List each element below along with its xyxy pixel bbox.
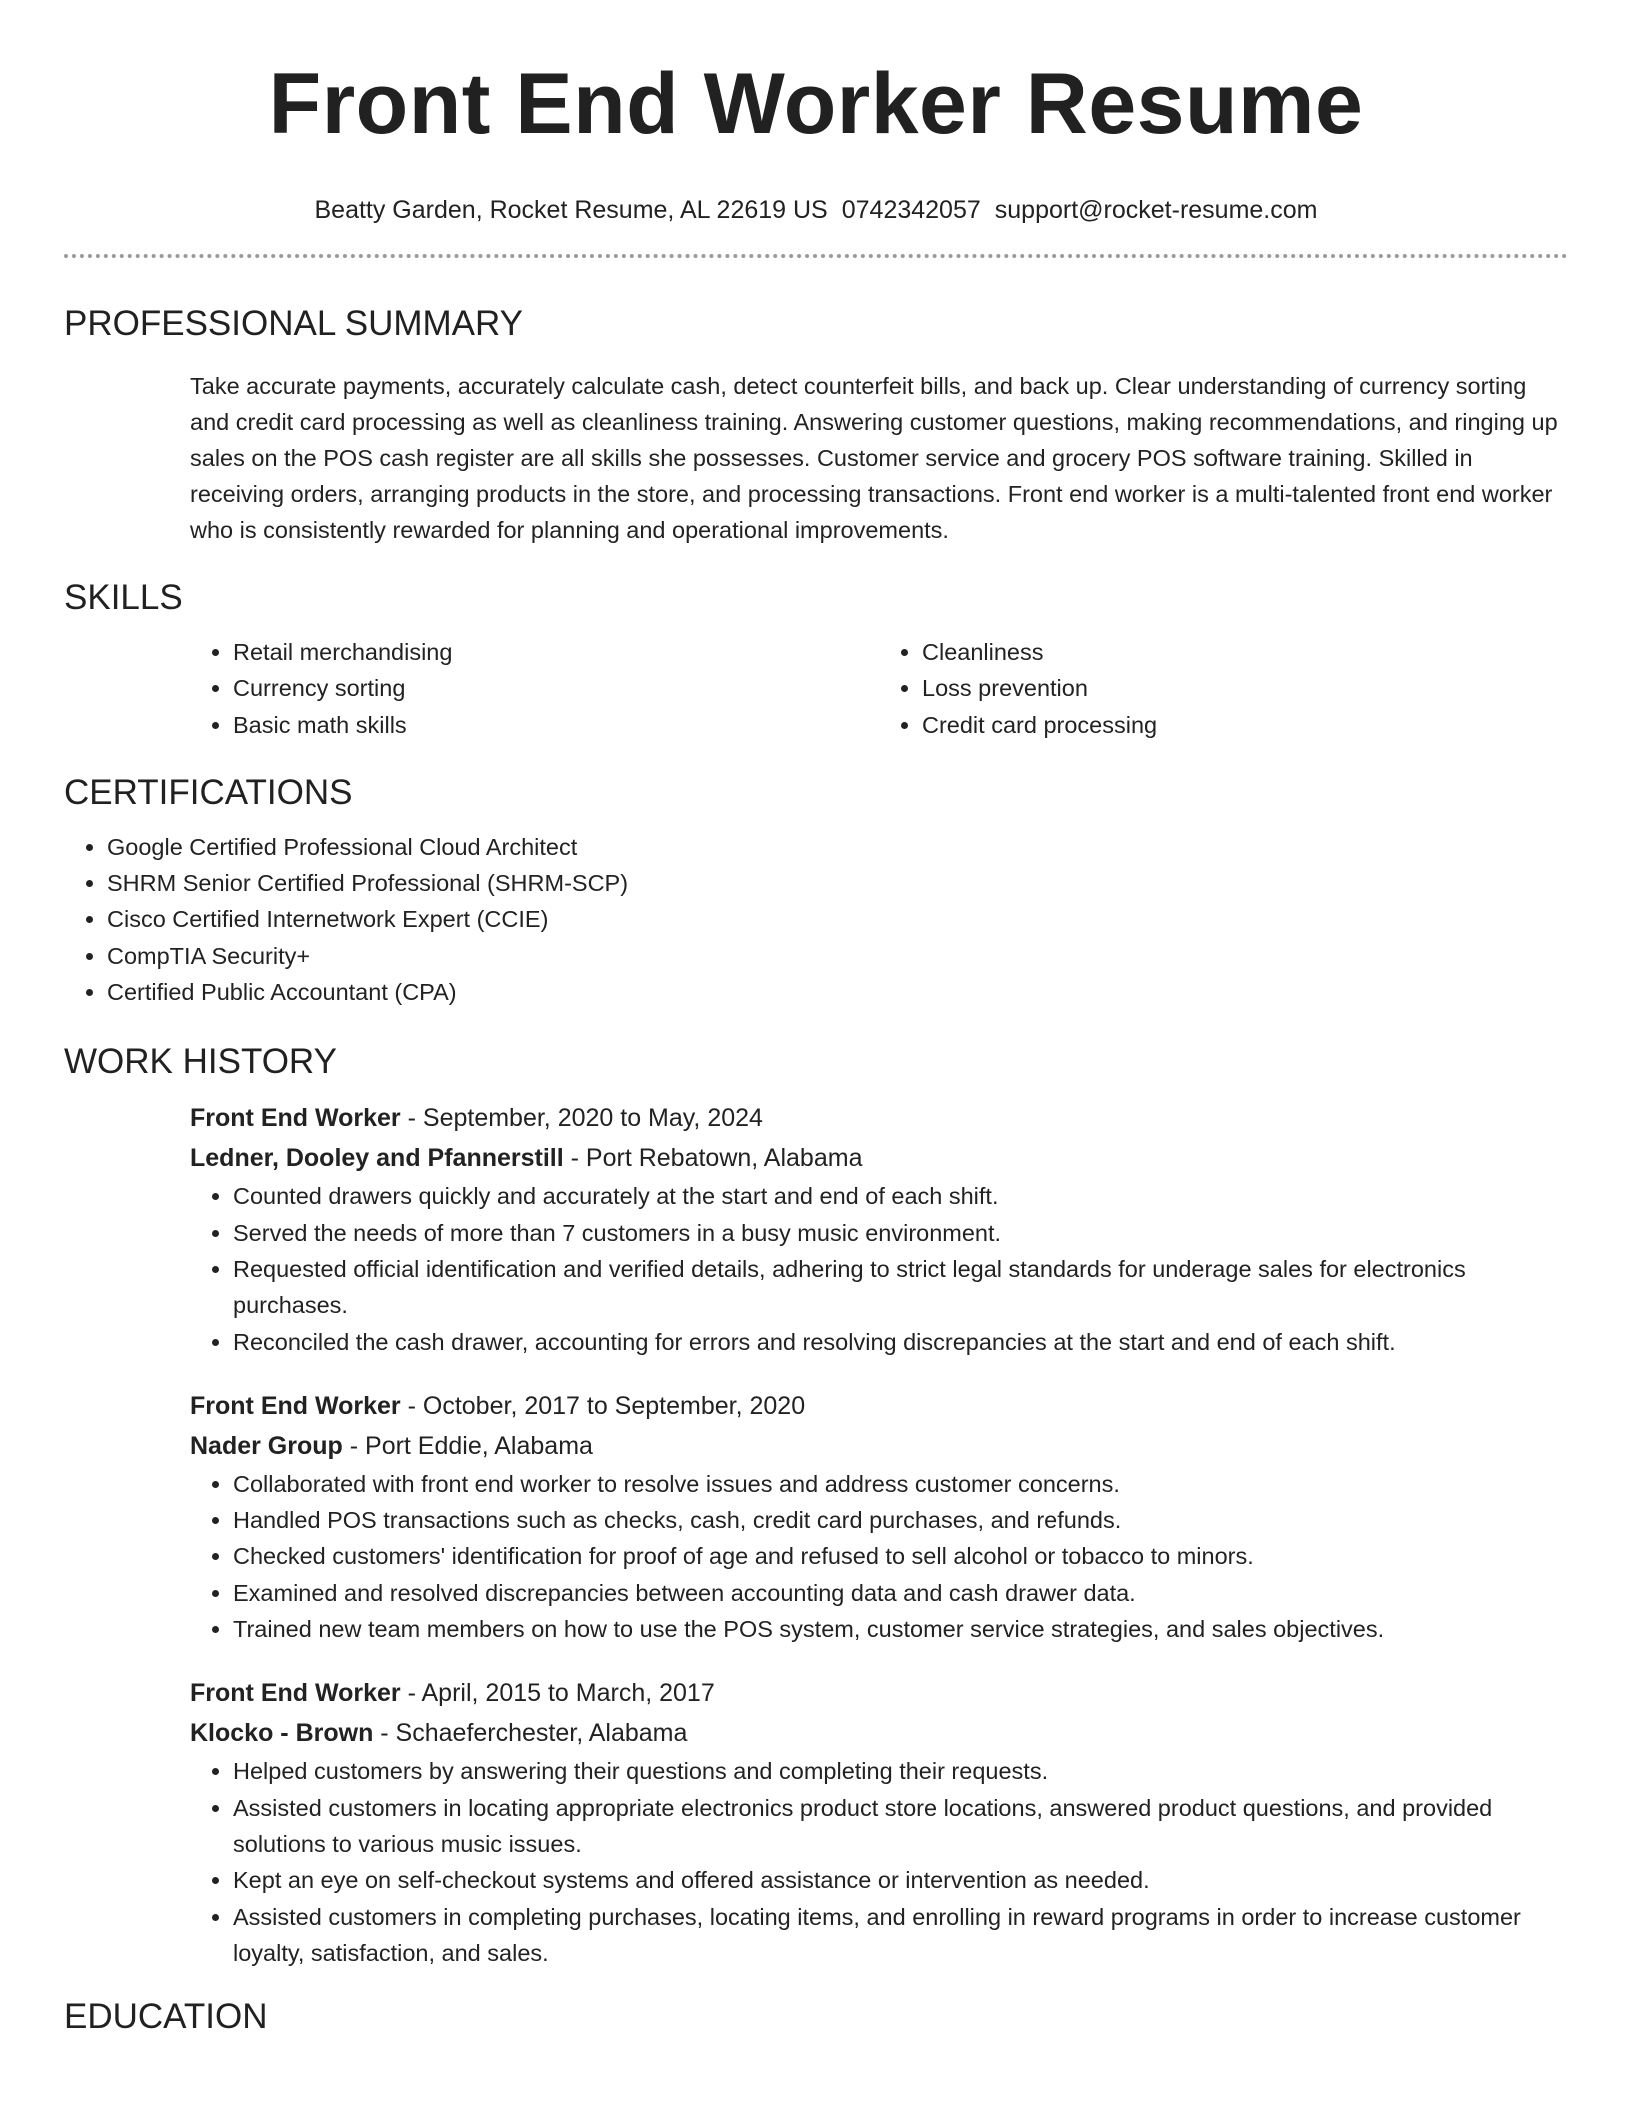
summary-heading: PROFESSIONAL SUMMARY <box>64 304 523 343</box>
work-history-heading: WORK HISTORY <box>64 1042 337 1082</box>
job-title-line <box>190 1098 1568 1138</box>
job-bullets <box>190 1178 1568 1359</box>
skill-item: • Basic math skills <box>233 707 879 743</box>
job-bullet: • Counted drawers quickly and accurately at the start and end of each shift. <box>233 1178 1568 1214</box>
job-bullet: • Examined and resolved discrepancies between accounting data and cash drawer data. <box>233 1575 1568 1611</box>
job-bullet: • Assisted customers in locating appropriate electronics product store locations, answered product questions, and provided solutions to various music issues. <box>233 1790 1568 1863</box>
job-bullet: • Helped customers by answering their questions and completing their requests. <box>233 1753 1568 1789</box>
resume-page <box>64 0 1568 2039</box>
contact-line <box>64 194 1568 226</box>
contact-address: Beatty Garden, Rocket Resume, AL 22619 US <box>314 196 828 224</box>
job-entry <box>190 1673 1568 1971</box>
job-company-line <box>190 1138 1568 1178</box>
skill-item: • Credit card processing <box>922 707 1568 743</box>
certifications-heading: CERTIFICATIONS <box>64 772 353 812</box>
job-bullet: • Handled POS transactions such as checks, cash, credit card purchases, and refunds. <box>233 1502 1568 1538</box>
job-company: Nader Group <box>190 1431 343 1460</box>
job-bullet: • Assisted customers in completing purchases, locating items, and enrolling in reward programs in order to increase customer loyalty, satisfaction, and sales. <box>233 1899 1568 1972</box>
skill-item: • Cleanliness <box>922 634 1568 670</box>
job-bullets <box>190 1466 1568 1647</box>
job-title: Front End Worker <box>190 1391 401 1420</box>
certification-item: • Certified Public Accountant (CPA) <box>107 974 1568 1010</box>
job-bullet: • Kept an eye on self-checkout systems and offered assistance or intervention as needed. <box>233 1862 1568 1898</box>
job-location: - Port Rebatown, Alabama <box>563 1144 863 1173</box>
job-company-line <box>190 1426 1568 1466</box>
job-dates: - September, 2020 to May, 2024 <box>400 1104 763 1133</box>
skill-item: • Currency sorting <box>233 670 879 706</box>
job-location: - Schaeferchester, Alabama <box>373 1719 688 1748</box>
skills-column-left <box>190 634 879 743</box>
job-bullet: • Collaborated with front end worker to resolve issues and address customer concerns. <box>233 1466 1568 1502</box>
job-bullet: • Reconciled the cash drawer, accounting for errors and resolving discrepancies at the start and end of each shift. <box>233 1324 1568 1360</box>
contact-email: support@rocket-resume.com <box>994 196 1318 224</box>
skills-list <box>190 634 1568 743</box>
job-title-line <box>190 1386 1568 1426</box>
job-bullet: • Trained new team members on how to use the POS system, customer service strategies, and sales objectives. <box>233 1611 1568 1647</box>
job-bullets <box>190 1753 1568 1971</box>
header-divider <box>64 254 1568 258</box>
certification-item: • CompTIA Security+ <box>107 938 1568 974</box>
certifications-list <box>64 829 1568 1010</box>
job-entry <box>190 1386 1568 1647</box>
job-title: Front End Worker <box>190 1104 401 1133</box>
job-dates: - October, 2017 to September, 2020 <box>400 1391 806 1420</box>
skill-item: • Loss prevention <box>922 670 1568 706</box>
certification-item: • SHRM Senior Certified Professional (SHRM-SCP) <box>107 865 1568 901</box>
job-bullet: • Served the needs of more than 7 customers in a busy music environment. <box>233 1215 1568 1251</box>
skill-item: • Retail merchandising <box>233 634 879 670</box>
summary-text: Take accurate payments, accurately calculate cash, detect counterfeit bills, and back up. Clear understanding of currency sorting and credit card processing as well as cleanliness training. Answering customer questions, making recommendations, and ringing up sales on the POS cash register are all skills she possesses. Customer service and grocery POS software training. Skilled in receiving orders, arranging products in the store, and processing transactions. Front end worker is a multi-talented front end worker who is consistently rewarded for planning and operational improvements. <box>190 373 1558 543</box>
job-bullet: • Requested official identification and verified details, adhering to strict legal standards for underage sales for electronics purchases. <box>233 1251 1568 1324</box>
resume-title: Front End Worker Resume <box>268 56 1364 152</box>
job-dates: - April, 2015 to March, 2017 <box>400 1679 715 1708</box>
job-entry <box>190 1098 1568 1359</box>
education-heading: EDUCATION <box>64 1997 268 2037</box>
job-company: Ledner, Dooley and Pfannerstill <box>190 1144 564 1173</box>
job-company-line <box>190 1713 1568 1753</box>
certification-item: • Google Certified Professional Cloud Architect <box>107 829 1568 865</box>
job-title: Front End Worker <box>190 1679 401 1708</box>
job-bullet: • Checked customers' identification for proof of age and refused to sell alcohol or tobacco to minors. <box>233 1538 1568 1574</box>
certification-item: • Cisco Certified Internetwork Expert (CCIE) <box>107 901 1568 937</box>
skills-heading: SKILLS <box>64 578 183 617</box>
job-title-line <box>190 1673 1568 1713</box>
skills-column-right <box>879 634 1568 743</box>
job-location: - Port Eddie, Alabama <box>342 1431 593 1460</box>
job-company: Klocko - Brown <box>190 1719 374 1748</box>
contact-phone: 0742342057 <box>841 196 981 224</box>
